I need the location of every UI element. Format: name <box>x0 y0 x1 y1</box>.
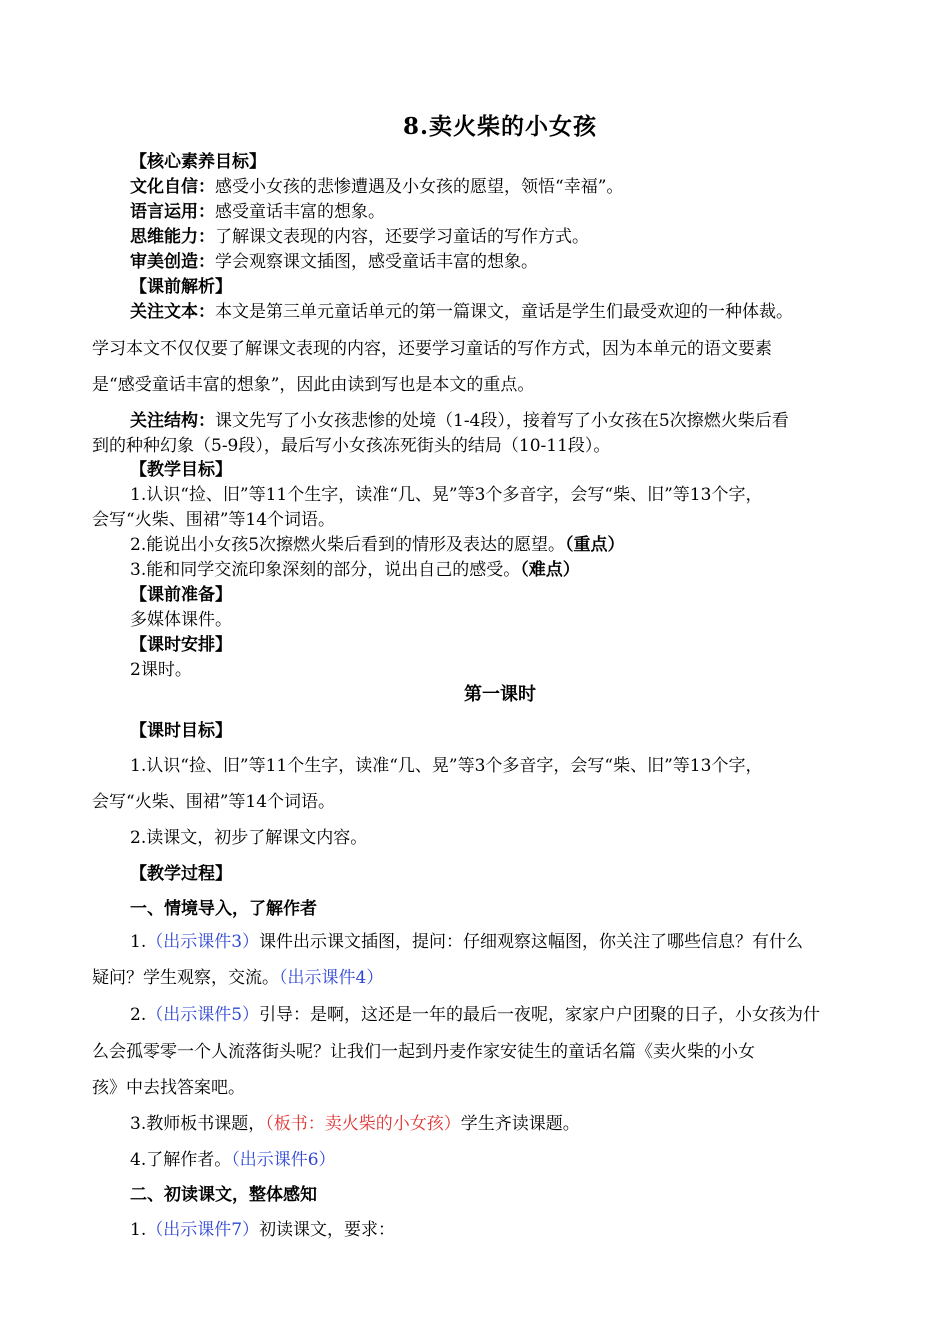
lesson-one-heading: 第一课时 <box>464 684 536 705</box>
core-goal-label: 思维能力： <box>130 227 215 247</box>
core-goal-thinking <box>130 225 860 249</box>
process-step-2-line3: 孩》中去找答案吧。 <box>92 1078 245 1098</box>
heading-core-goals: 【核心素养目标】 <box>130 152 266 172</box>
core-goal-text: 学会观察课文插图，感受童话丰富的想象。 <box>215 252 538 272</box>
step-text: 课件出示课文插图，提问：仔细观察这幅图，你关注了哪些信息？有什么 <box>259 932 804 952</box>
preparation-text: 多媒体课件。 <box>130 610 232 630</box>
document-title: 8.卖火柴的小女孩 <box>402 113 597 140</box>
focus-text-line3: 是“感受童话丰富的想象”，因此由读到写也是本文的重点。 <box>92 375 535 395</box>
process-step-2-line1 <box>130 1003 860 1027</box>
focus-text-line1 <box>130 300 860 324</box>
core-goal-language <box>130 200 860 224</box>
key-point-tag: （重点） <box>565 535 625 555</box>
heading-teaching-process: 【教学过程】 <box>130 864 232 884</box>
process-step-5 <box>130 1218 860 1242</box>
heading-schedule: 【课时安排】 <box>130 635 232 655</box>
core-goal-label: 审美创造： <box>130 252 215 272</box>
focus-structure-line2: 到的种种幻象（5-9段），最后写小女孩冻死街头的结局（10-11段）。 <box>92 436 611 456</box>
courseware-ref: （出示课件6） <box>231 1150 336 1170</box>
teaching-goal-1-line1: 1.认识“捡、旧”等11个生字，读准“几、晃”等3个多音字，会写“柴、旧”等13个字， <box>130 485 763 505</box>
step-text: 4.了解作者。 <box>130 1150 232 1170</box>
courseware-ref: （出示课件3） <box>146 932 260 952</box>
schedule-text: 2课时。 <box>130 660 192 680</box>
step-number: 2. <box>130 1005 147 1025</box>
step-text: 疑问？学生观察，交流。 <box>92 968 279 988</box>
teaching-goal-1-line2: 会写“火柴、围裙”等14个词语。 <box>92 510 336 530</box>
lesson-goal-1-line1: 1.认识“捡、旧”等11个生字，读准“几、晃”等3个多音字，会写“柴、旧”等13个字， <box>130 756 763 776</box>
step-text: 学生齐读课题。 <box>460 1114 580 1134</box>
step-text: 初读课文，要求： <box>259 1220 396 1240</box>
courseware-ref: （出示课件7） <box>146 1220 260 1240</box>
focus-text-content: 本文是第三单元童话单元的第一篇课文，童话是学生们最受欢迎的一种体裁。 <box>215 302 793 322</box>
core-goal-culture <box>130 175 860 199</box>
goal-text: 3.能和同学交流印象深刻的部分，说出自己的感受。 <box>130 560 521 580</box>
core-goal-text: 了解课文表现的内容，还要学习童话的写作方式。 <box>215 227 589 247</box>
focus-structure-line1 <box>130 409 860 433</box>
process-step-4 <box>130 1148 860 1172</box>
teaching-goal-3 <box>130 558 860 582</box>
step-text: 3.教师板书课题， <box>130 1114 266 1134</box>
lesson-goal-1-line2: 会写“火柴、围裙”等14个词语。 <box>92 792 336 812</box>
step-text: 引导：是啊，这还是一年的最后一夜呢，家家户户团聚的日子，小女孩为什 <box>259 1005 821 1025</box>
focus-structure-content: 课文先写了小女孩悲惨的处境（1-4段），接着写了小女孩在5次擦燃火柴后看 <box>215 411 789 431</box>
core-goal-aesthetic <box>130 250 860 274</box>
section-two-heading: 二、初读课文，整体感知 <box>130 1185 317 1205</box>
lesson-goal-2: 2.读课文，初步了解课文内容。 <box>130 828 368 848</box>
focus-text-line2: 学习本文不仅仅要了解课文表现的内容，还要学习童话的写作方式，因为本单元的语文要素 <box>92 339 772 359</box>
courseware-ref: （出示课件4） <box>279 968 384 988</box>
focus-text-label: 关注文本： <box>130 302 215 322</box>
courseware-ref: （出示课件5） <box>146 1005 260 1025</box>
process-step-1-line1 <box>130 930 860 954</box>
step-number: 1. <box>130 932 147 952</box>
teaching-goal-2 <box>130 533 860 557</box>
process-step-2-line2: 么会孤零零一个人流落街头呢？让我们一起到丹麦作家安徒生的童话名篇《卖火柴的小女 <box>92 1042 755 1062</box>
difficulty-tag: （难点） <box>520 560 580 580</box>
section-one-heading: 一、情境导入，了解作者 <box>130 899 317 919</box>
step-number: 1. <box>130 1220 147 1240</box>
core-goal-label: 文化自信： <box>130 177 215 197</box>
core-goal-text: 感受小女孩的悲惨遭遇及小女孩的愿望，领悟“幸福”。 <box>215 177 624 197</box>
process-step-1-line2 <box>92 966 860 990</box>
heading-lesson-goals: 【课时目标】 <box>130 721 232 741</box>
core-goal-label: 语言运用： <box>130 202 215 222</box>
board-writing: （板书：卖火柴的小女孩） <box>265 1114 461 1134</box>
process-step-3 <box>130 1112 860 1136</box>
focus-structure-label: 关注结构： <box>130 411 215 431</box>
core-goal-text: 感受童话丰富的想象。 <box>215 202 385 222</box>
heading-teaching-goals: 【教学目标】 <box>130 460 232 480</box>
heading-analysis: 【课前解析】 <box>130 277 232 297</box>
goal-text: 2.能说出小女孩5次擦燃火柴后看到的情形及表达的愿望。 <box>130 535 566 555</box>
heading-preparation: 【课前准备】 <box>130 585 232 605</box>
